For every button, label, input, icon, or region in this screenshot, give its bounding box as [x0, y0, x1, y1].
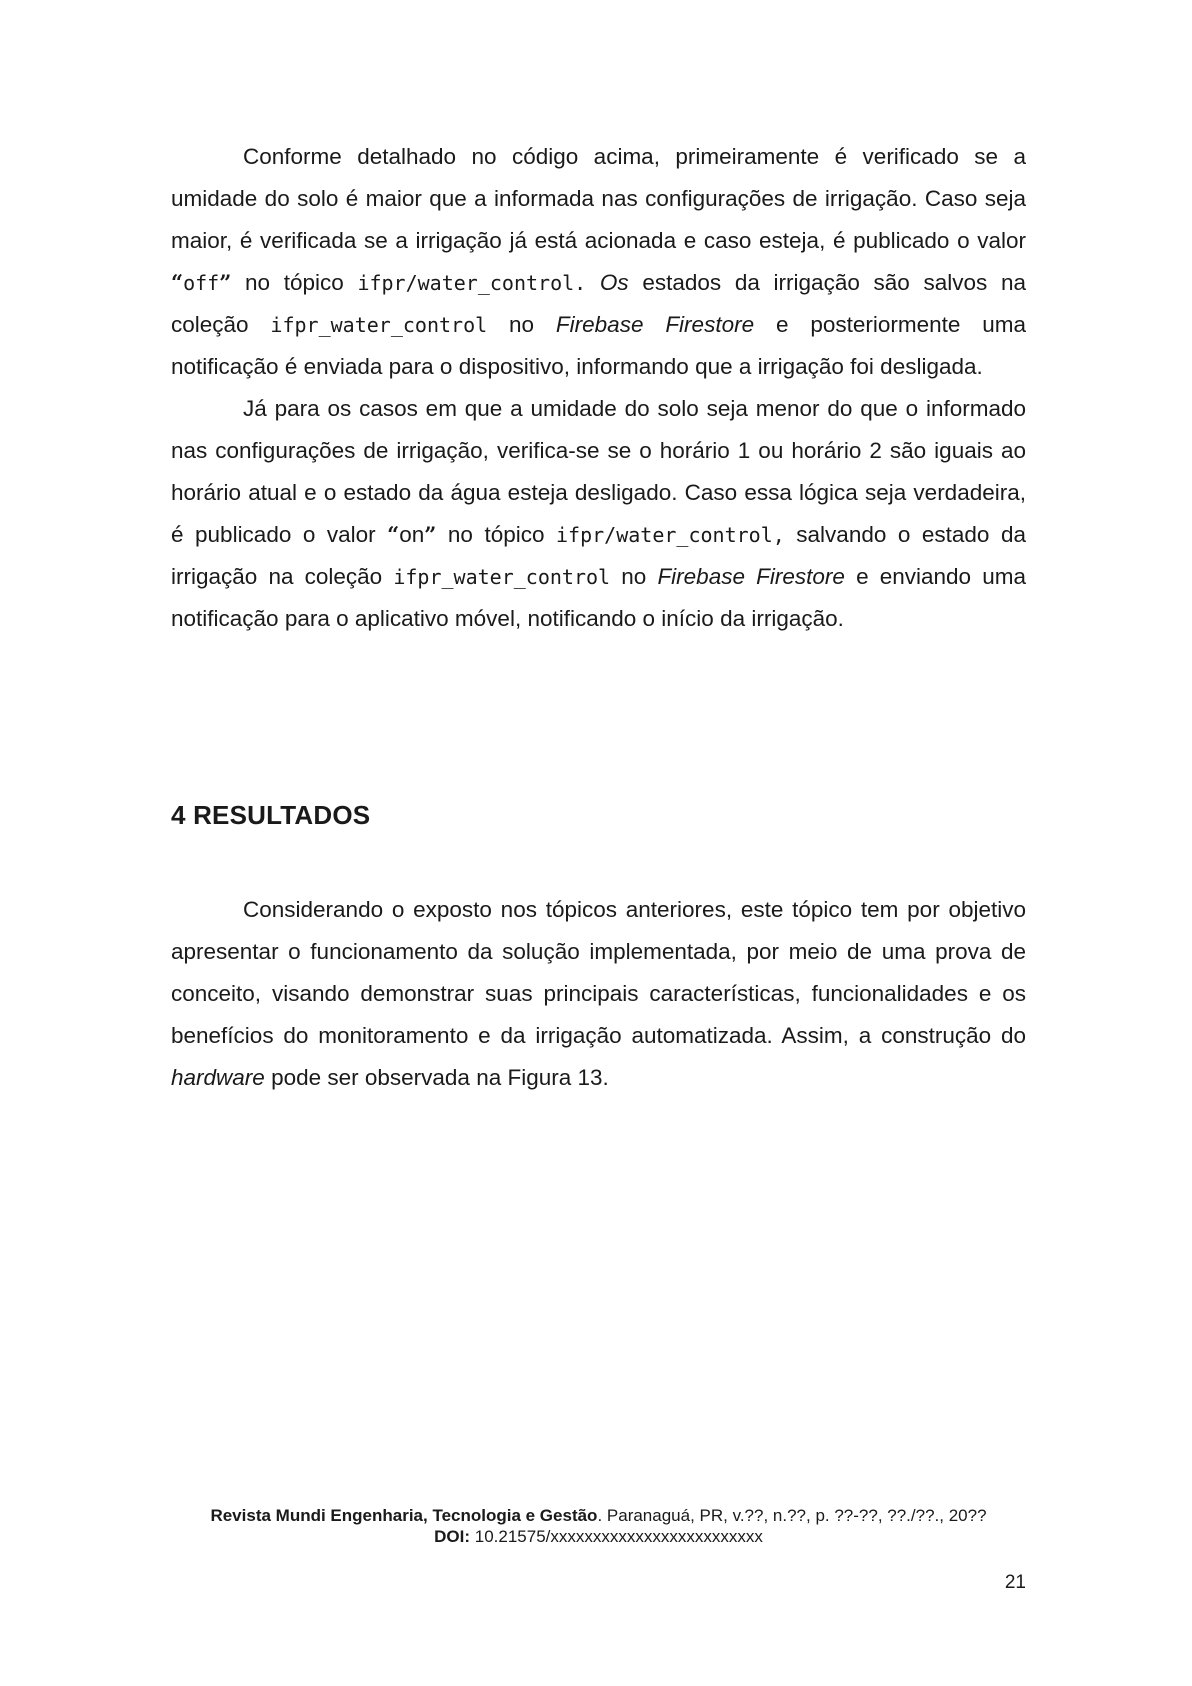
text: salvando o estado da irrigação na coleção	[171, 522, 1026, 589]
code-topic: ifpr/water_control.	[357, 271, 587, 295]
paragraph-irrigation-off	[171, 136, 1026, 388]
text: no	[487, 312, 556, 337]
on-value: on	[399, 522, 425, 547]
code-off-value: off	[183, 271, 220, 295]
text: no tópico	[231, 270, 358, 295]
results-body	[171, 889, 1026, 1099]
footer-doi	[171, 1526, 1026, 1547]
page-footer	[171, 1505, 1026, 1547]
page-body	[171, 136, 1026, 640]
italic-text: Os	[599, 270, 629, 295]
text: Já para os casos em que a umidade do solo seja menor do que o informado nas configurações de irrigação, verifica-se se o horário 1 ou horário 2 são iguais ao horário atual e o estado da água esteja desligado. Caso essa lógica seja verdadeira, é publicado o valor	[171, 396, 1026, 547]
text: no	[610, 564, 658, 589]
text: Conforme detalhado no código acima, primeiramente é verificado se a umidade do solo é maior que a informada nas configurações de irrigação. Caso seja maior, é verificada se a irrigação já está acionada e caso esteja, é publicado o valor	[171, 144, 1026, 253]
quote-open: “	[387, 522, 400, 547]
text: no tópico	[436, 522, 556, 547]
quote-close: ”	[424, 522, 437, 547]
text	[586, 270, 600, 295]
paragraph-results	[171, 889, 1026, 1099]
quote-open: “	[171, 270, 184, 295]
code-topic: ifpr/water_control,	[556, 523, 785, 547]
text: estados da irrigação são salvos na coleção	[171, 270, 1026, 337]
doi-label: DOI:	[434, 1527, 471, 1546]
text: e enviando uma notificação para o aplicativo móvel, notificando o início da irrigação.	[171, 564, 1026, 631]
doi-value: 10.21575/xxxxxxxxxxxxxxxxxxxxxxxxx	[470, 1527, 763, 1546]
italic-text: hardware	[171, 1065, 265, 1090]
section-heading: 4 RESULTADOS	[171, 800, 371, 830]
citation-text: . Paranaguá, PR, v.??, n.??, p. ??-??, ??./??., 20??	[597, 1506, 987, 1525]
paragraph-irrigation-on	[171, 388, 1026, 640]
quote-close: ”	[219, 270, 232, 295]
text: e posteriormente uma notificação é enviada para o dispositivo, informando que a irrigação foi desligada.	[171, 312, 1027, 379]
italic-text: Firebase Firestore	[657, 564, 845, 589]
italic-text: Firebase Firestore	[555, 312, 755, 337]
text: Considerando o exposto nos tópicos anteriores, este tópico tem por objetivo apresentar o funcionamento da solução implementada, por meio de uma prova de conceito, visando demonstrar suas principais características, funcionalidades e os benefícios do monitoramento e da irrigação automatizada. Assim, a construção do	[171, 897, 1026, 1048]
code-collection: ifpr_water_control	[393, 565, 611, 589]
footer-citation	[171, 1505, 1026, 1526]
journal-name: Revista Mundi Engenharia, Tecnologia e Gestão	[210, 1506, 598, 1525]
text: pode ser observada na Figura 13.	[264, 1065, 609, 1090]
code-collection: ifpr_water_control	[270, 313, 488, 337]
page-number: 21	[1004, 1572, 1026, 1593]
